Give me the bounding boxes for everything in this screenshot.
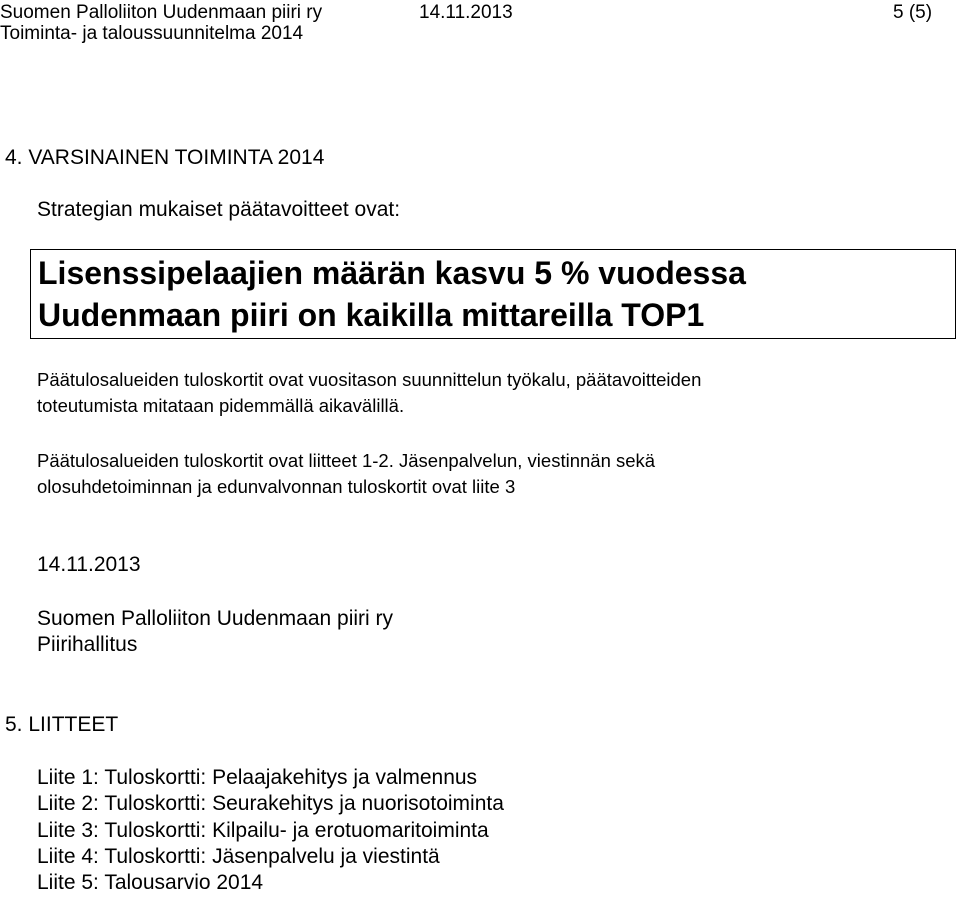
header-org: Suomen Palloliiton Uudenmaan piiri ry — [0, 2, 323, 23]
header-page-number: 5 (5) — [893, 2, 933, 23]
attachment-item: Liite 3: Tuloskortti: Kilpailu- ja erotuomaritoiminta — [37, 819, 489, 842]
header-date: 14.11.2013 — [419, 2, 513, 23]
paragraph-1-line-2: toteutumista mitataan pidemmällä aikavälillä. — [37, 395, 405, 416]
paragraph-1-line-1: Päätulosalueiden tuloskortit ovat vuositason suunnittelun työkalu, päätavoitteiden — [37, 369, 702, 390]
attachment-item: Liite 1: Tuloskortti: Pelaajakehitys ja valmennus — [37, 766, 478, 789]
goal-item: Uudenmaan piiri on kaikilla mittareilla TOP1 — [38, 297, 705, 333]
paragraph-2-line-2: olosuhdetoiminnan ja edunvalvonnan tuloskortit ovat liite 3 — [37, 476, 516, 497]
section-4-heading: 4. VARSINAINEN TOIMINTA 2014 — [5, 146, 325, 169]
header-doc-title: Toiminta- ja taloussuunnitelma 2014 — [0, 23, 304, 44]
goals-intro: Strategian mukaiset päätavoitteet ovat: — [37, 198, 401, 221]
attachment-item: Liite 5: Talousarvio 2014 — [37, 871, 264, 894]
goal-item: Lisenssipelaajien määrän kasvu 5 % vuodessa — [38, 255, 746, 291]
signature-body: Piirihallitus — [37, 633, 138, 656]
attachment-item: Liite 4: Tuloskortti: Jäsenpalvelu ja viestintä — [37, 845, 440, 868]
attachment-item: Liite 2: Tuloskortti: Seurakehitys ja nuorisotoiminta — [37, 792, 504, 815]
goals-box — [30, 249, 956, 339]
paragraph-2-line-1: Päätulosalueiden tuloskortit ovat liitteet 1-2. Jäsenpalvelun, viestinnän sekä — [37, 450, 656, 471]
signature-org: Suomen Palloliiton Uudenmaan piiri ry — [37, 607, 394, 630]
signature-date: 14.11.2013 — [37, 553, 141, 576]
section-5-heading: 5. LIITTEET — [5, 713, 119, 736]
